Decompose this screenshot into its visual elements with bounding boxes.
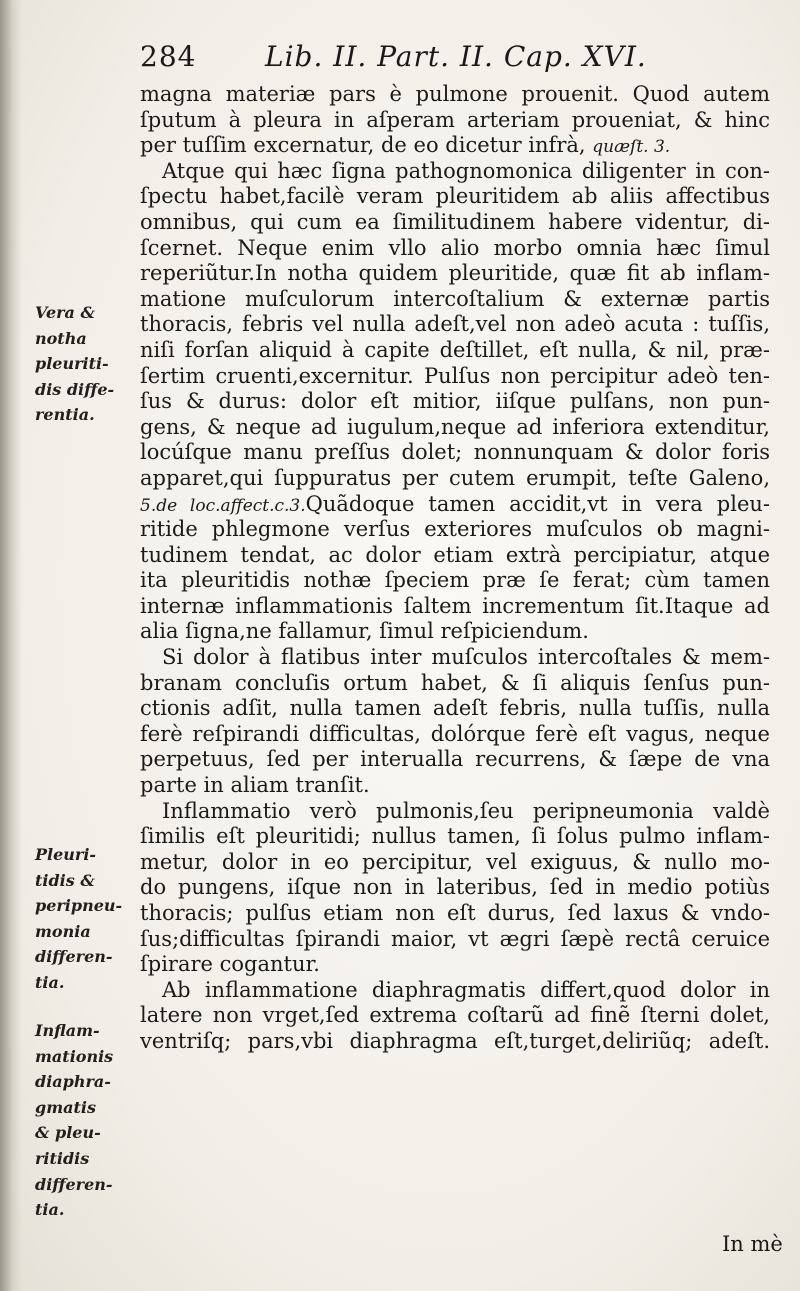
text-line-content: magna materiæ pars è pulmone prouenit. Quod autem (140, 82, 770, 106)
text-line-content: branam concluſis ortum habet, & ſi aliquis ſenſus pun- (140, 670, 770, 695)
margin-note-line: differen- (35, 1174, 113, 1194)
margin-note-line: tia. (35, 1200, 65, 1220)
text-line-content: ita pleuritidis nothæ ſpeciem præ ſe ferat; cùm tamen (140, 568, 770, 593)
margin-note-line: monia (35, 921, 91, 941)
margin-note-line: differen- (35, 947, 113, 967)
text-line-content: ſus & durus: dolor eſt mitior, iiſque pulſans, non pun- (140, 389, 770, 414)
text-line (140, 850, 770, 876)
text-line (140, 1003, 770, 1029)
text-line-content: ſputum à pleura in aſperam arteriam proueniat, & hinc (140, 107, 770, 132)
page-number: 284 (140, 40, 197, 73)
text-line-content: Quãdoque tamen accidit,vt in vera pleu- (305, 491, 770, 516)
text-line (140, 594, 770, 620)
text-line-content: per tuſſim excernatur, de eo dicetur infrà, (140, 133, 593, 158)
text-line (140, 978, 770, 1004)
text-line-content: ctionis adſit, nulla tamen adeſt febris, nulla tuſſis, nulla (140, 696, 770, 721)
text-line-content: ventriſq; pars,vbi diaphragma eſt,turget,deliriũq; adeſt. (140, 1028, 770, 1053)
margin-note-line: tia. (35, 972, 65, 992)
text-line-content: niſi forſan aliquid à capite deſtillet, eſt nulla, & nil, præ- (140, 337, 770, 362)
text-line (140, 901, 770, 927)
text-line (140, 671, 770, 697)
text-line-content: ritide phlegmone verſus exteriores muſculos ob magni- (140, 517, 770, 542)
text-line-content: Si dolor à flatibus inter muſculos intercoſtales & mem- (162, 645, 770, 670)
text-line (140, 927, 770, 953)
text-line (140, 236, 770, 262)
text-line-content: ſertim cruenti,excernitur. Pulſus non percipitur adeò ten- (140, 363, 770, 388)
binding-shadow (0, 0, 22, 1291)
margin-note-line: pleuriti- (35, 354, 109, 374)
text-line (140, 619, 770, 645)
page-header (140, 40, 780, 80)
text-line (140, 364, 770, 390)
margin-note-line: & pleu- (35, 1123, 101, 1143)
text-line (140, 952, 770, 978)
text-line (140, 82, 770, 108)
text-line-content: omnibus, qui cum ea ſimilitudinem habere videntur, di- (140, 209, 770, 234)
text-line (140, 338, 770, 364)
text-line (140, 696, 770, 722)
text-line-content: gens, & neque ad iugulum,neque ad inferiora extenditur, (140, 414, 770, 439)
text-line (140, 773, 770, 799)
margin-note-line: Pleuri- (35, 845, 97, 864)
text-line (140, 875, 770, 901)
margin-note-line: mationis (35, 1046, 114, 1066)
margin-note-line: tidis & (35, 870, 95, 890)
margin-note-line: notha (35, 328, 87, 348)
text-line-content: alia ſigna,ne fallamur, ſimul reſpiciendum. (140, 619, 589, 644)
margin-note-line: diaphra- (35, 1072, 111, 1092)
text-line-content: ſpirare cogantur. (140, 952, 320, 977)
text-line (140, 210, 770, 236)
margin-note-line: dis diffe- (35, 379, 115, 399)
text-line (140, 415, 770, 441)
text-line (140, 1029, 770, 1055)
italic-reference: 5.de loc.affect.c.3. (140, 495, 306, 516)
text-line (140, 389, 770, 415)
margin-note-line: Inflam- (35, 1021, 100, 1040)
text-line-content: Ab inflammatione diaphragmatis differt,quod dolor in (162, 977, 770, 1002)
text-line-content: internæ inflammationis ſaltem incrementum ſit.Itaque ad (140, 593, 770, 618)
text-line-content: reperiũtur.In notha quidem pleuritide, quæ fit ab inflam- (140, 261, 770, 286)
text-line (140, 747, 770, 773)
text-line-content: Atque qui hæc ſigna pathognomonica diligenter in con- (162, 158, 770, 183)
text-line-content: Inflammatio verò pulmonis,ſeu peripneumonia valdè (162, 798, 770, 823)
text-line-content: apparet,qui ſuppuratus per cutem erumpit, teſte Galeno, (140, 465, 770, 490)
italic-reference: quæſt. 3. (592, 137, 671, 158)
running-title: Lib. II. Part. II. Cap. XVI. (265, 40, 647, 73)
margin-note-line: Vera & (35, 303, 95, 322)
text-line-content: ſus;difficultas ſpirandi maior, vt ægri ſæpè rectâ ceruice (140, 926, 770, 951)
text-line-content: ſpectu habet,facilè veram pleuritidem ab aliis affectibus (140, 184, 770, 209)
margin-note-line: peripneu- (35, 896, 123, 916)
text-line-content: ferè reſpirandi difficultas, dolórque ferè eſt vagus, neque (140, 721, 770, 746)
text-line (140, 799, 770, 825)
text-line (140, 261, 770, 287)
margin-note-line: rentia. (35, 405, 95, 425)
text-line (140, 287, 770, 313)
text-line (140, 645, 770, 671)
text-line (140, 543, 770, 569)
text-line (140, 133, 770, 159)
text-line-content: matione muſculorum intercoſtalium & externæ partis (140, 286, 770, 311)
text-line-content: ſcernet. Neque enim vllo alio morbo omnia hæc ſimul (140, 235, 770, 260)
text-line (140, 440, 770, 466)
text-line-content: do pungens, iſque non in lateribus, ſed in medio potiùs (140, 875, 770, 900)
text-line-content: latere non vrget,ſed extrema coſtarũ ad finẽ ſterni dolet, (140, 1003, 770, 1028)
text-line (140, 108, 770, 134)
text-line-content: parte in aliam tranſit. (140, 773, 370, 798)
margin-note-line: gmatis (35, 1097, 96, 1117)
margin-note-inflammationis-diaphragmatis (35, 1018, 135, 1223)
text-line (140, 184, 770, 210)
text-line (140, 492, 770, 518)
text-line (140, 824, 770, 850)
text-line (140, 312, 770, 338)
text-line (140, 722, 770, 748)
margin-note-line: ritidis (35, 1148, 90, 1168)
text-line-content: thoracis; pulſus etiam non eſt durus, ſed laxus & vndo- (140, 901, 770, 925)
catchword: In mè (722, 1232, 783, 1256)
text-line-content: thoracis, febris vel nulla adeſt,vel non adeò acuta : tuſſis, (140, 312, 770, 337)
main-text-block (140, 82, 770, 1055)
margin-note-vera-notha (35, 300, 135, 428)
text-line-content: tudinem tendat, ac dolor etiam extrà percipiatur, atque (140, 542, 770, 567)
text-line-content: metur, dolor in eo percipitur, vel exiguus, & nullo mo- (140, 849, 770, 874)
text-line-content: perpetuus, ſed per interualla recurrens, & ſæpe de vna (140, 747, 770, 772)
text-line (140, 568, 770, 594)
text-line (140, 159, 770, 185)
margin-note-pleuritidis-peripneumonia (35, 842, 135, 996)
text-line-content: locúſque manu preſſus dolet; nonnunquam & dolor foris (140, 440, 770, 465)
text-line (140, 517, 770, 543)
text-line-content: ſimilis eſt pleuritidi; nullus tamen, ſi ſolus pulmo inflam- (140, 824, 770, 849)
text-line (140, 466, 770, 492)
